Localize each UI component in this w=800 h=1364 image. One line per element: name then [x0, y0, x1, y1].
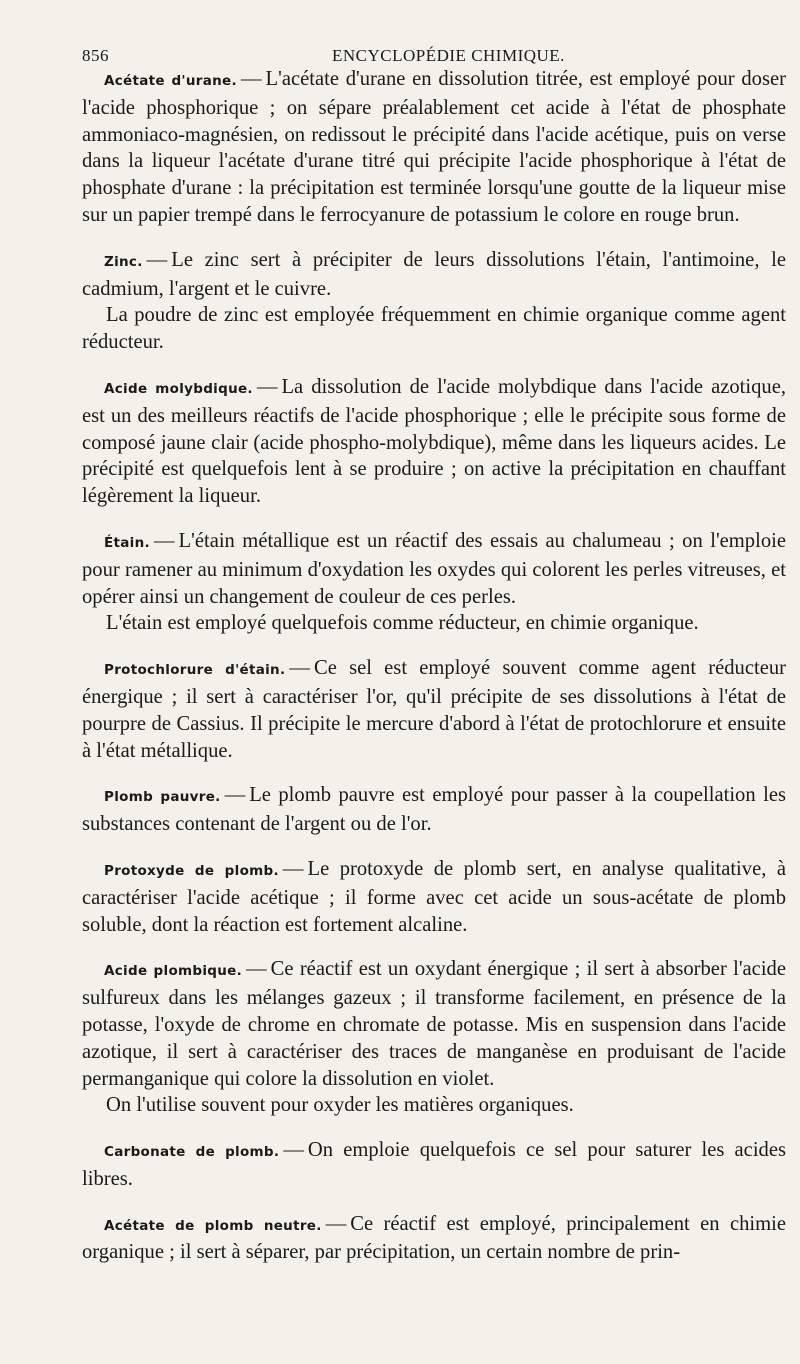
entry-text: La dissolution de l'acide molybdique dans l'acide azotique, est un des meilleurs réactifs de l'acide phosphorique ; elle le précipite sous forme de composé jaune clair (acide phospho-molybdique), même dans les liqueurs acides. Le précipité est quelquefois lent à se produire ; on active la précipitation en chauffant légèrement la liqueur. [82, 375, 786, 508]
entry-text: L'acétate d'urane en dissolution titrée, est employé pour doser l'acide phosphorique ; on sépare préalablement cet acide à l'état de phosphate ammoniaco-magnésien, on redissout le précipité dans l'acide acétique, puis on verse dans la liqueur l'acétate d'urane titré qui précipite l'acide phosphorique à l'état de phosphate d'urane : la précipitation est terminée lorsqu'une goutte de la liqueur mise sur un papier trempé dans le ferrocyanure de potassium le colore en rouge brun. [82, 68, 786, 226]
entry-term: Carbonate de plomb. [104, 1144, 280, 1161]
entry-acetate-urane [82, 66, 786, 229]
entry-paragraph: Acide plombique. — Ce réactif est un oxydant énergique ; il sert à absorber l'acide sulfureux dans les mélanges gazeux ; il transforme facilement, en présence de la potasse, l'oxyde de chrome en chromate de potasse. Mis en suspension dans l'acide azotique, il sert à caractériser des traces de manganèse en produisant de l'acide permanganique qui colore la dissolution en violet. [82, 958, 786, 1090]
entry-paragraph: On l'utilise souvent pour oxyder les matières organiques. [106, 1094, 574, 1117]
article-body [82, 66, 786, 1266]
entry-plomb-pauvre [82, 782, 786, 838]
entry-protoxyde-plomb [82, 856, 786, 938]
entry-paragraph: Carbonate de plomb. — On emploie quelquefois ce sel pour saturer les acides libres. [82, 1139, 786, 1190]
entry-acide-molybdique [82, 374, 786, 510]
entry-term: Protochlorure d'étain. [104, 662, 286, 679]
entry-zinc [82, 247, 786, 356]
entry-text: Ce réactif est employé, principalement en chimie organique ; il sert à séparer, par précipitation, un certain nombre de prin- [82, 1212, 786, 1264]
entry-paragraph: L'étain est employé quelquefois comme réducteur, en chimie organique. [106, 612, 699, 635]
entry-paragraph: Étain. — L'étain métallique est un réactif des essais au chalumeau ; on l'emploie pour ramener au minimum d'oxydation les oxydes qui colorent les perles vitreuses, et opérer ainsi un changement de couleur de ces perles. [82, 529, 786, 608]
entry-acide-plombique [82, 956, 786, 1119]
entry-paragraph: Protochlorure d'étain. — Ce sel est employé souvent comme agent réducteur énergique ; il sert à caractériser l'or, qu'il précipite de ses dissolutions à l'état de pourpre de Cassius. Il précipite le mercure d'abord à l'état de protochlorure et ensuite à l'état métallique. [82, 657, 787, 762]
entry-paragraph: Acétate d'urane. — L'acétate d'urane en dissolution titrée, est employé pour doser l'acide phosphorique ; on sépare préalablement cet acide à l'état de phosphate ammoniaco-magnésien, on redissout le précipité dans l'acide acétique, puis on verse dans la liqueur l'acétate d'urane titré qui précipite l'acide phosphorique à l'état de phosphate d'urane : la précipitation est terminée lorsqu'une goutte de la liqueur mise sur un papier trempé dans le ferrocyanure de potassium le colore en rouge brun. [82, 68, 786, 226]
entry-paragraph: La poudre de zinc est employée fréquemment en chimie organique comme agent réducteur. [82, 304, 786, 354]
entry-etain [82, 528, 786, 637]
entry-protochlorure-etain [82, 655, 786, 764]
entry-paragraph: Acide molybdique. — La dissolution de l'acide molybdique dans l'acide azotique, est un des meilleurs réactifs de l'acide phosphorique ; elle le précipite sous forme de composé jaune clair (acide phospho-molybdique), même dans les liqueurs acides. Le précipité est quelquefois lent à se produire ; on active la précipitation en chauffant légèrement la liqueur. [82, 375, 786, 508]
entry-term: Acide plombique. [104, 963, 243, 980]
running-header [82, 38, 786, 66]
entry-term: Étain. [104, 534, 150, 551]
entry-paragraph: Plomb pauvre. — Le plomb pauvre est employé pour passer à la coupellation les substances contenant de l'argent ou de l'or. [82, 784, 786, 836]
entry-carbonate-plomb [82, 1137, 786, 1193]
entry-paragraph: Protoxyde de plomb. — Le protoxyde de plomb sert, en analyse qualitative, à caractériser l'acide acétique ; il forme avec cet acide un sous-acétate de plomb soluble, dont la réaction est fortement alcaline. [82, 857, 786, 936]
entry-term: Zinc. [104, 253, 143, 270]
entry-text: Ce réactif est un oxydant énergique ; il sert à absorber l'acide sulfureux dans les mélanges gazeux ; il transforme facilement, en présence de la potasse, l'oxyde de chrome en chromate de potasse. Mis en suspension dans l'acide azotique, il sert à caractériser des traces de manganèse en produisant de l'acide permanganique qui colore la dissolution en violet. [82, 958, 786, 1090]
entry-acetate-plomb-neutre [82, 1211, 786, 1267]
entry-term: Acide molybdique. [104, 380, 253, 397]
entry-paragraph: Zinc. — Le zinc sert à précipiter de leurs dissolutions l'étain, l'antimoine, le cadmium, l'argent et le cuivre. [82, 248, 786, 300]
page-number: 856 [82, 46, 109, 65]
entry-text: Ce sel est employé souvent comme agent réducteur énergique ; il sert à caractériser l'or, qu'il précipite de ses dissolutions à l'état de pourpre de Cassius. Il précipite le mercure d'abord à l'état de protochlorure et ensuite à l'état métallique. [82, 657, 787, 762]
entry-term: Protoxyde de plomb. [104, 862, 279, 879]
entry-text: On emploie quelquefois ce sel pour saturer les acides libres. [82, 1139, 786, 1190]
running-title: ENCYCLOPÉDIE CHIMIQUE. [332, 46, 565, 65]
entry-text: Le zinc sert à précipiter de leurs dissolutions l'étain, l'antimoine, le cadmium, l'argent et le cuivre. [82, 248, 786, 300]
entry-term: Plomb pauvre. [104, 789, 221, 806]
entry-paragraph: Acétate de plomb neutre. — Ce réactif est employé, principalement en chimie organique ; il sert à séparer, par précipitation, un certain nombre de prin- [82, 1212, 786, 1264]
entry-text: L'étain métallique est un réactif des essais au chalumeau ; on l'emploie pour ramener au minimum d'oxydation les oxydes qui colorent les perles vitreuses, et opérer ainsi un changement de couleur de ces perles. [82, 529, 786, 608]
entry-term: Acétate d'urane. [104, 73, 237, 89]
entry-text: Le plomb pauvre est employé pour passer à la coupellation les substances contenant de l'argent ou de l'or. [82, 784, 786, 836]
entry-text: Le protoxyde de plomb sert, en analyse qualitative, à caractériser l'acide acétique ; il forme avec cet acide un sous-acétate de plomb soluble, dont la réaction est fortement alcaline. [82, 857, 786, 936]
entry-term: Acétate de plomb neutre. [104, 1217, 322, 1234]
